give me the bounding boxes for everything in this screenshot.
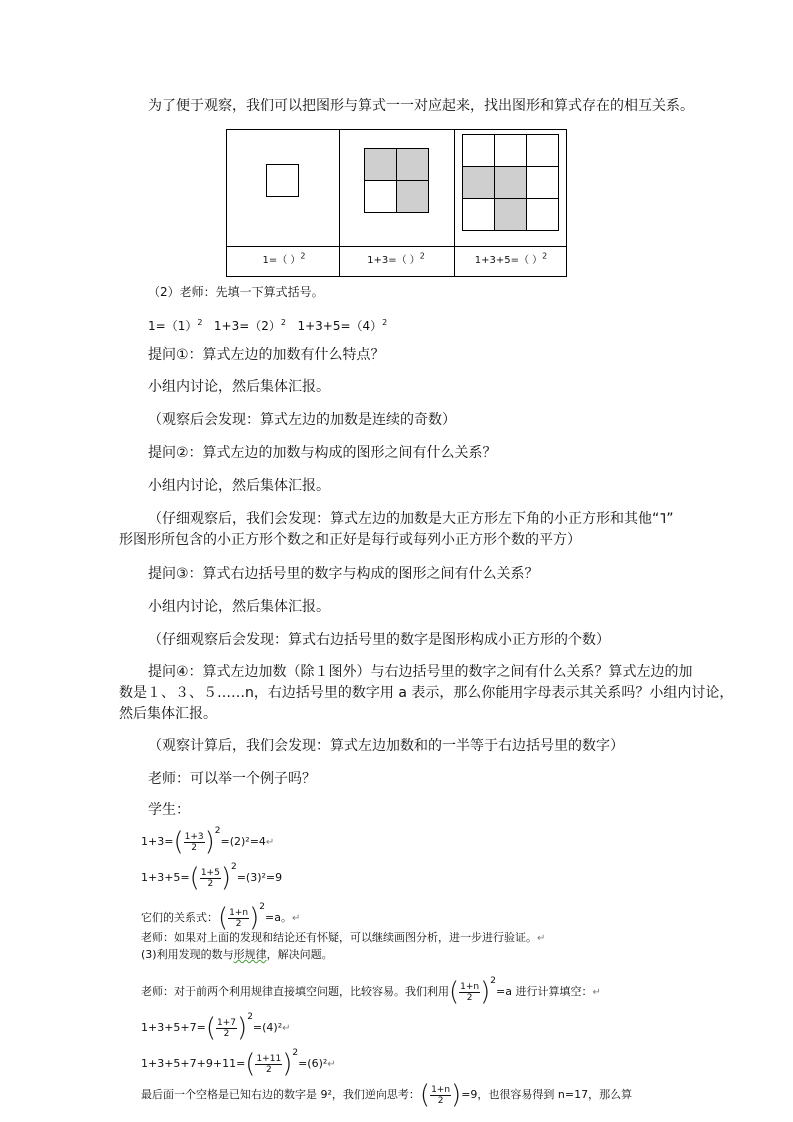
grid-cell: [526, 198, 559, 231]
example-3: 1+3+5+7=( $\frac{1+7}{2}$ )$^2$=(4)²↵: [141, 1012, 291, 1043]
solve-heading: (3)利用发现的数与形规律，解决问题。: [141, 948, 333, 961]
discussion-1: 小组内讨论，然后集体汇报。: [148, 379, 330, 395]
grid-cell: [494, 166, 527, 199]
grid-cell: [364, 148, 397, 181]
result-1: （观察后会发现：算式左边的加数是连续的奇数）: [148, 412, 456, 428]
example-4: 1+3+5+7+9+11=( $\frac{1+11}{2}$ )$^2$=(6)²↵: [141, 1048, 336, 1079]
discussion-2: 小组内讨论，然后集体汇报。: [148, 478, 330, 494]
relation-formula: 它们的关系式：( $\frac{1+n}{2}$ )$^2$=a。↵: [141, 902, 301, 933]
divider: [454, 130, 455, 276]
grid-cell: [494, 198, 527, 231]
grid-cell: [462, 166, 495, 199]
grid-cell: [396, 148, 429, 181]
grid-cell: [494, 134, 527, 167]
caption-2: 1+3=（ ）$^2$: [367, 251, 425, 266]
teacher-fill-brackets: （2）老师：先填一下算式括号。: [148, 285, 324, 299]
result-3: （仔细观察后会发现：算式右边括号里的数字是图形构成小正方形的个数）: [148, 632, 610, 648]
divider: [339, 130, 340, 276]
grid-cell: [364, 180, 397, 213]
answers-line: $1=(1)^2$ $1+3=(2)^2$ $1+3+5=(4)^2$: [148, 318, 388, 333]
intro-text: 为了便于观察，我们可以把图形与算式一一对应起来，找出图形和算式存在的相互关系。: [148, 98, 694, 114]
last-line: 最后面一个空格是已知右边的数字是 9²，我们逆向思考：( $\frac{1+n}{2}$ )=9，也很容易得到 n=17，那么算: [141, 1080, 633, 1110]
grid-cell: [462, 134, 495, 167]
example-2: 1+3+5=( $\frac{1+5}{2}$ )$^2$=(3)²=9: [141, 862, 283, 893]
question-4-line-3: 然后集体汇报。: [119, 706, 217, 722]
caption-1: 1=（ ）$^2$: [262, 251, 306, 266]
teacher-method: 老师：对于前两个利用规律直接填空问题，比较容易。我们利用( $\frac{1+n}{2}$ )$^2$=a 进行计算填空：↵: [141, 976, 601, 1007]
question-3: 提问③：算式右边括号里的数字与构成的图形之间有什么关系？: [148, 566, 539, 582]
caption-3: 1+3+5=（ ）$^2$: [474, 251, 548, 266]
result-2-line-1: （仔细观察后，我们会发现：算式左边的加数是大正方形左下角的小正方形和其他“˥”: [148, 511, 674, 527]
question-2: 提问②：算式左边的加数与构成的图形之间有什么关系？: [148, 445, 497, 461]
result-4: （观察计算后，我们会发现：算式左边加数和的一半等于右边括号里的数字）: [148, 738, 624, 754]
student-label: 学生：: [148, 802, 190, 818]
question-1: 提问①：算式左边的加数有什么特点？: [148, 347, 385, 363]
result-2-line-2: 形图形所包含的小正方形个数之和正好是每行或每列小正方形个数的平方）: [119, 532, 581, 548]
grid-cell: [526, 134, 559, 167]
example-1: 1+3=( $\frac{1+3}{2}$ )$^2$=(2)²=4↵: [141, 826, 275, 857]
teacher-example-prompt: 老师：可以举一个例子吗？: [148, 771, 316, 787]
grid-cell: [462, 198, 495, 231]
question-4-line-2: 数是１、３、５……n，右边括号里的数字用 a 表示，那么你能用字母表示其关系吗？小组内讨论，: [119, 685, 734, 701]
figure-table: [226, 129, 567, 277]
discussion-3: 小组内讨论，然后集体汇报。: [148, 599, 330, 615]
single-square: [266, 164, 299, 197]
teacher-verify: 老师：如果对上面的发现和结论还有怀疑，可以继续画图分析，进一步进行验证。↵: [141, 931, 546, 944]
grid-cell: [396, 180, 429, 213]
grid-cell: [526, 166, 559, 199]
question-4-line-1: 提问④：算式左边加数（除１图外）与右边括号里的数字之间有什么关系？算式左边的加: [148, 664, 693, 680]
divider: [227, 246, 566, 247]
